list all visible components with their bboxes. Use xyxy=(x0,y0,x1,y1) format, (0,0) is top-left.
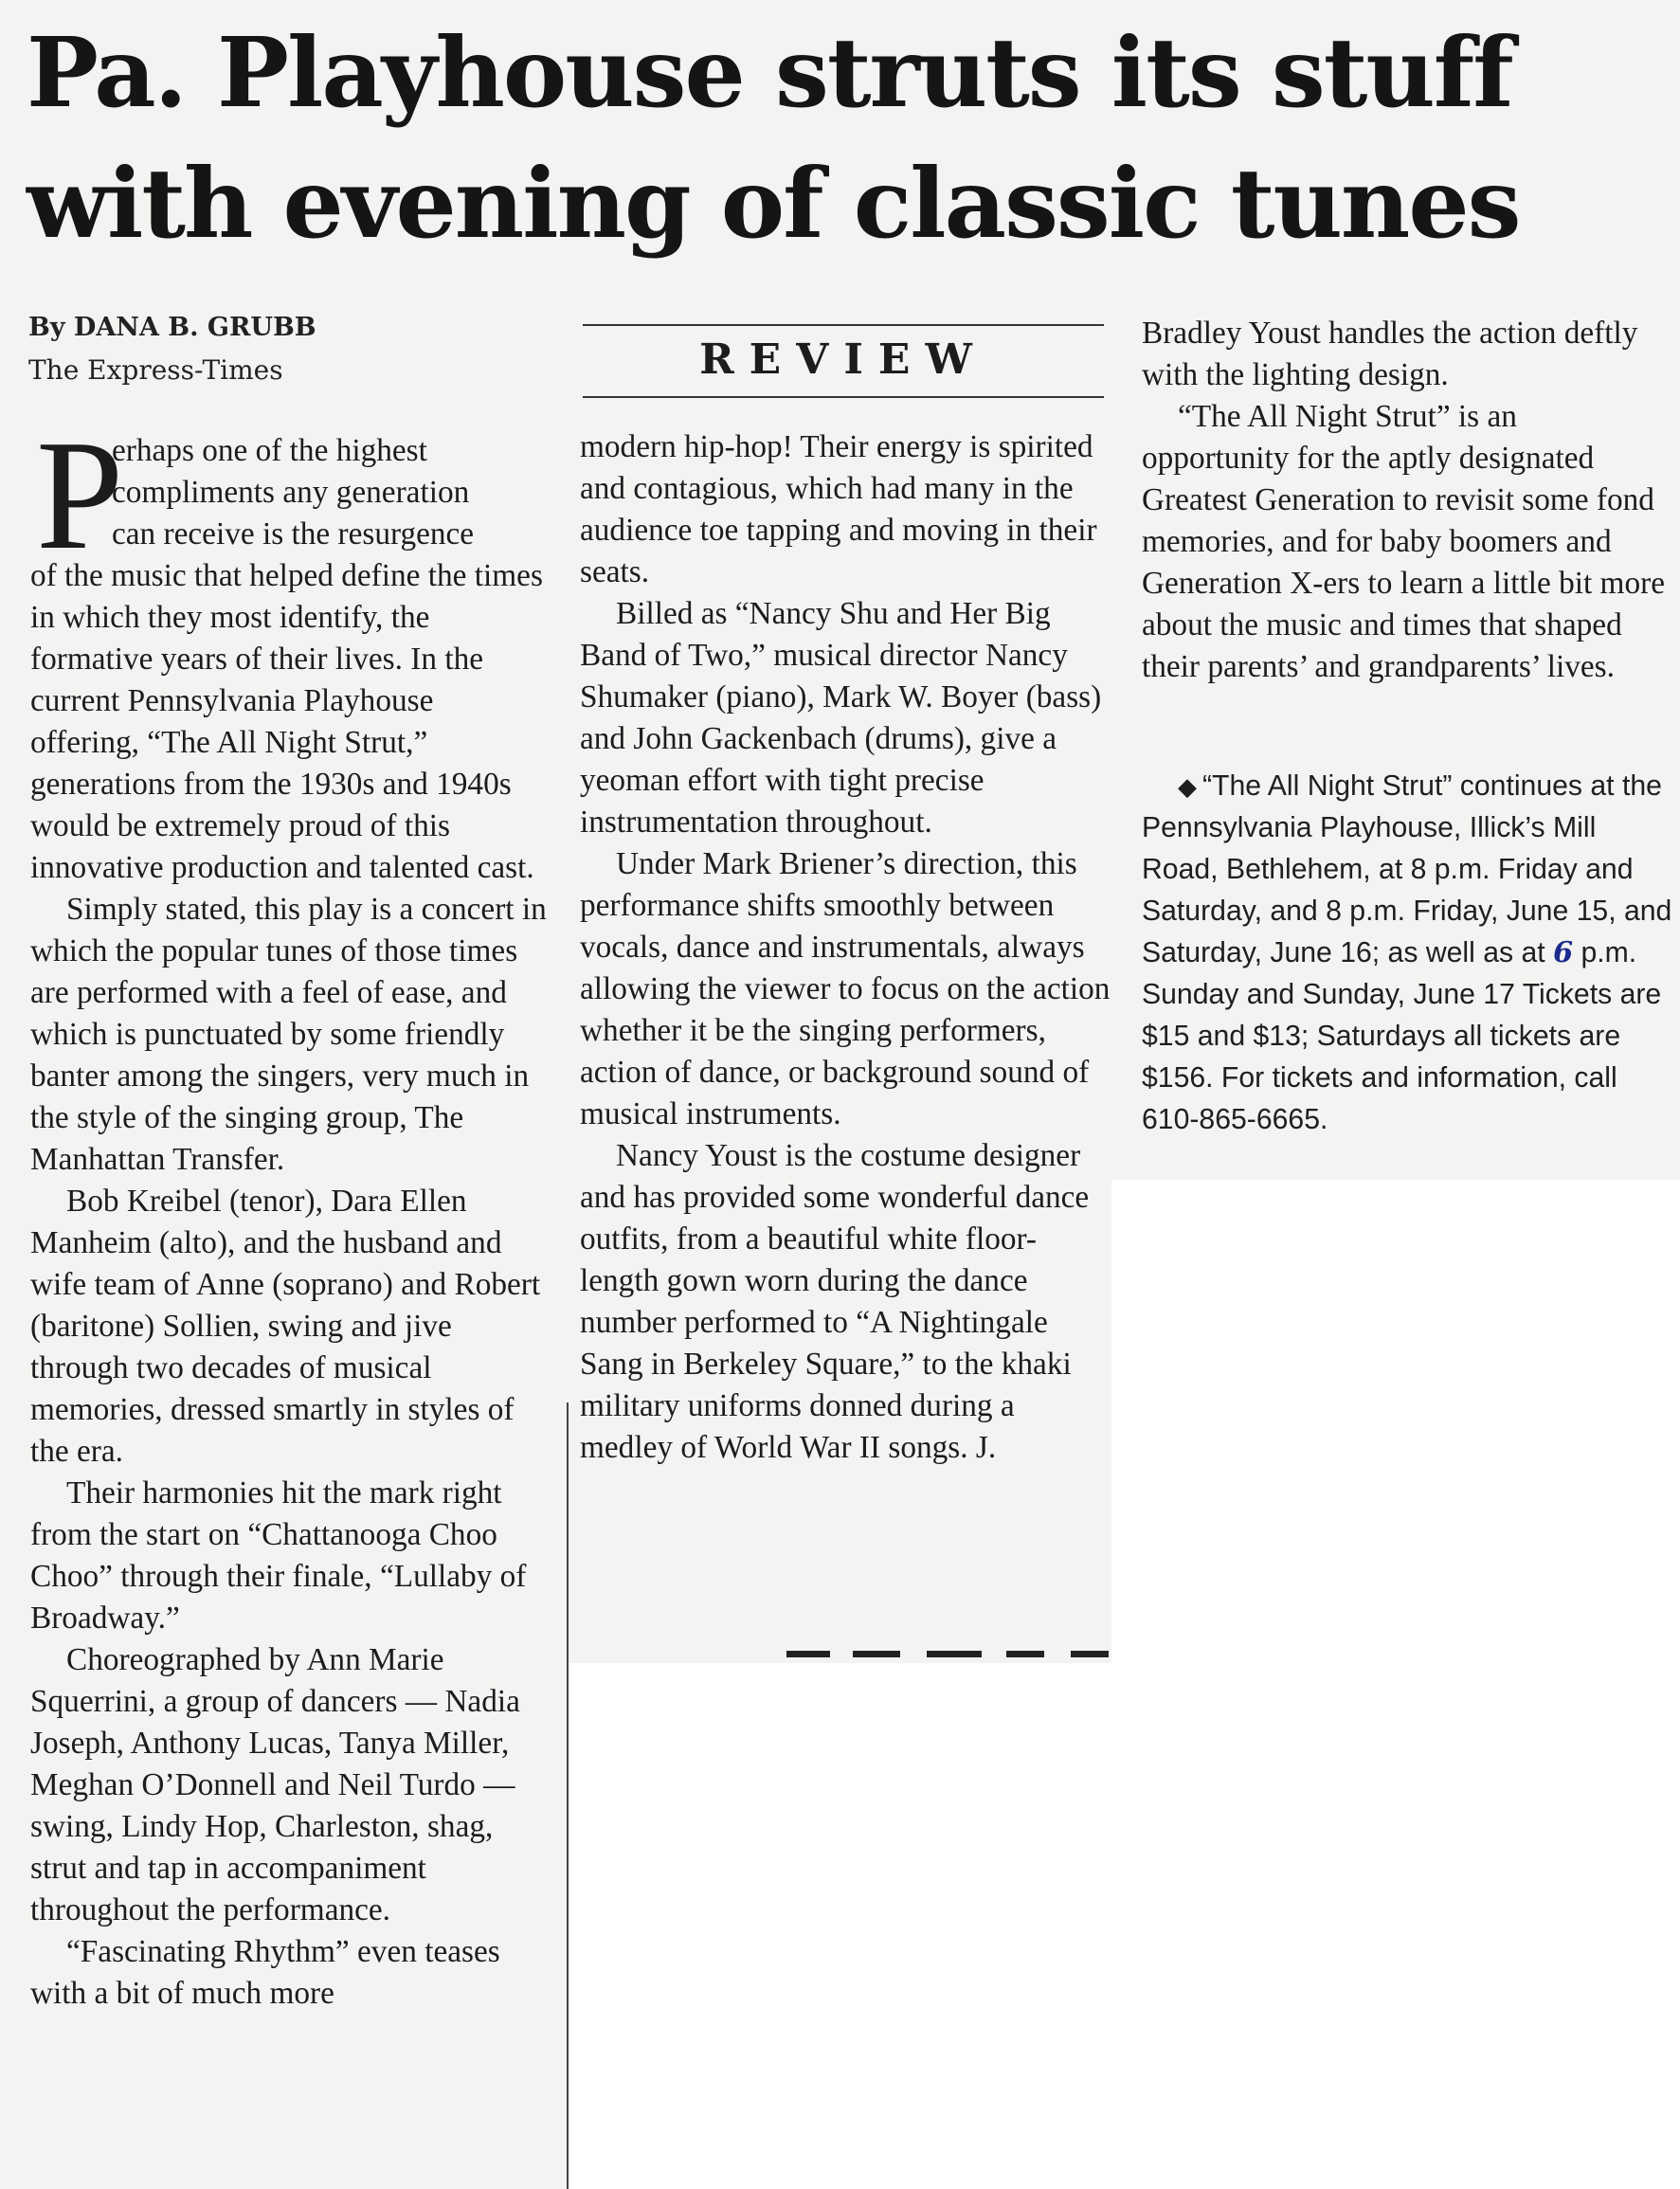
lead-line-2: compliments any generation xyxy=(112,475,470,510)
publication-name: The Express-Times xyxy=(28,354,283,386)
diamond-bullet-icon: ◆ xyxy=(1178,772,1197,801)
column-end-dashes xyxy=(786,1651,1109,1658)
paragraph: Bob Kreibel (tenor), Dara Ellen Manheim (alto), and the husband and wife team of Anne (soprano) and Robert (baritone) Sollien, swing and jive through two decades of musical memories, dressed smartly in styles of the era. xyxy=(30,1184,541,1469)
lead-line-1: erhaps one of the highest xyxy=(112,433,427,468)
paragraph: Choreographed by Ann Marie Squerrini, a group of dancers — Nadia Joseph, Anthony Lucas, Tanya Miller, Meghan O’Donnell and Neil Turdo — swing, Lindy Hop, Charleston, shag, strut and tap in accompaniment throughout the performance. xyxy=(30,1642,520,1927)
headline-line-1: Pa. Playhouse struts its stuff xyxy=(27,16,1512,129)
event-info-box xyxy=(1142,766,1672,1141)
event-info-text: “The All Night Strut” continues at the Pennsylvania Playhouse, Illick’s Mill Road, Bethlehem, at 8 p.m. Friday and Saturday, and 8 p.m. Friday, June 15, and Saturday, June 16; as well as at xyxy=(1142,770,1672,968)
paragraph: Their harmonies hit the mark right from the start on “Chattanooga Choo Choo” through their finale, “Lullaby of Broadway.” xyxy=(30,1475,527,1636)
column-divider xyxy=(567,1402,569,2189)
paragraph: “The All Night Strut” is an opportunity for the aptly designated Greatest Generation to revisit some fond memories, and for baby boomers and Generation X-ers to learn a little bit more about the music and times that shaped their parents’ and grandparents’ lives. xyxy=(1142,399,1665,684)
lead-line-3: can receive is the resurgence xyxy=(112,516,475,552)
drop-cap: P xyxy=(36,407,124,582)
paragraph: Under Mark Briener’s direction, this performance shifts smoothly between vocals, dance and instrumentals, always allowing the viewer to focus on the action whether it be the singing performers, action of dance, or background sound of musical instruments. xyxy=(580,846,1111,1131)
section-rule-top xyxy=(583,324,1104,326)
article-column-3 xyxy=(1142,313,1668,688)
byline: By DANA B. GRUBB xyxy=(28,313,316,342)
headline xyxy=(27,8,1656,269)
paragraph: Billed as “Nancy Shu and Her Big Band of Two,” musical director Nancy Shumaker (piano), Mark W. Boyer (bass) and John Gackenbach (drums), give a yeoman effort with tight precise instrumentation throughout. xyxy=(580,596,1102,840)
article-column-2 xyxy=(580,426,1111,1469)
paragraph: “Fascinating Rhythm” even teases with a bit of much more xyxy=(30,1934,500,2011)
lead-paragraph xyxy=(30,407,547,889)
paragraph: Bradley Youst handles the action deftly with the lighting design. xyxy=(1142,316,1638,392)
paragraph: modern hip-hop! Their energy is spirited and contagious, which had many in the audience toe tapping and moving in their seats. xyxy=(580,429,1097,589)
section-rule-bottom xyxy=(583,396,1104,398)
article-column-1 xyxy=(30,407,547,2015)
lead-paragraph-rest: of the music that helped define the times in which they most identify, the formative years of their lives. In the current Pennsylvania Playhouse offering, “The All Night Strut,” generations from the 1930s and 1940s would be extremely proud of this innovative production and talented cast. xyxy=(30,558,543,885)
handwritten-correction: 6 xyxy=(1553,936,1574,969)
paragraph: Nancy Youst is the costume designer and has provided some wonderful dance outfits, from a beautiful white floor-length gown worn during the dance number performed to “A Nightingale Sang in Berkeley Square,” to the khaki military uniforms donned during a medley of World War II songs. J. xyxy=(580,1138,1090,1465)
paragraph: Simply stated, this play is a concert in which the popular tunes of those times are performed with a feel of ease, and which is punctuated by some friendly banter among the singers, very much in the style of the singing group, The Manhattan Transfer. xyxy=(30,892,547,1177)
headline-line-2: with evening of classic tunes xyxy=(27,147,1520,260)
event-info-text-continued: p.m. Sunday and Sunday, June 17 Tickets are $15 and $13; Saturdays all tickets are $156. For tickets and information, call 610-865-6665. xyxy=(1142,937,1662,1135)
section-label: REVIEW xyxy=(699,335,987,384)
